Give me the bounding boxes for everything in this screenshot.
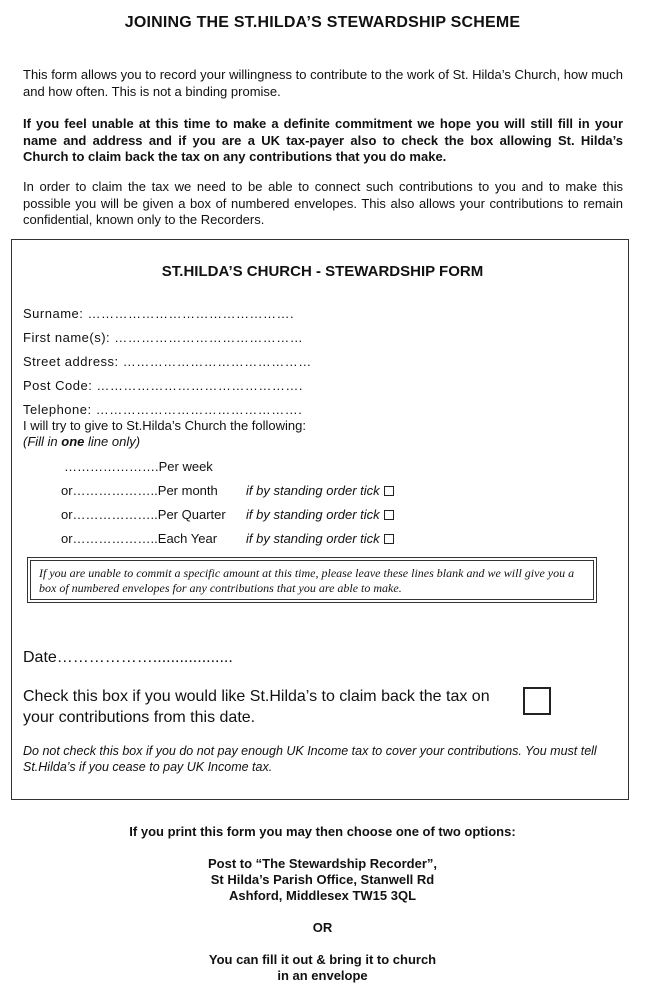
standing-order-year-checkbox[interactable]: [384, 534, 394, 544]
post-address-line1: Post to “The Stewardship Recorder”,: [208, 856, 437, 871]
standing-order-year: [246, 531, 394, 546]
tax-claim-checkbox[interactable]: [523, 687, 551, 715]
fill-emphasis: one: [61, 434, 85, 449]
commitment-paragraph: If you feel unable at this time to make a definite commitment we hope you will still fill in your name and address and if you are a UK tax-payer also to check the box allowing St. Hilda’s Church to claim back the tax on any contributions that you do make.: [23, 116, 623, 164]
fill-instruction: [23, 434, 140, 449]
fill-prefix: (Fill in: [23, 434, 62, 449]
give-intro: I will try to give to St.Hilda’s Church the following:: [23, 418, 306, 433]
standing-order-label: if by standing order tick: [246, 483, 380, 498]
intro-paragraph: This form allows you to record your willingness to contribute to the work of St. Hilda’s Church, how much and how often. This is not a binding promise.: [23, 67, 623, 99]
fill-suffix: line only): [84, 434, 141, 449]
tax-explanation-paragraph: In order to claim the tax we need to be able to connect such contributions to you and to make this possible you will be given a box of numbered envelopes. This also allows your contributions to remain confidential, known only to the Recorders.: [23, 179, 623, 227]
tax-claim-text: Check this box if you would like St.Hilda’s to claim back the tax on your contributions from this date.: [23, 688, 490, 726]
tax-warning: Do not check this box if you do not pay enough UK Income tax to cover your contributions. You must tell St.Hilda’s if you cease to pay UK Income tax.: [23, 744, 597, 774]
standing-order-quarter-checkbox[interactable]: [384, 510, 394, 520]
or-label: OR: [312, 920, 333, 935]
per-month-option[interactable]: or………………..Per month: [61, 483, 218, 498]
bring-line2: in an envelope: [277, 968, 368, 983]
options-intro: If you print this form you may then choose one of two options:: [129, 824, 516, 839]
per-week-option[interactable]: ………………….Per week: [64, 459, 213, 474]
standing-order-quarter: [246, 507, 394, 522]
standing-order-month-checkbox[interactable]: [384, 486, 394, 496]
surname-field[interactable]: Surname: ……………………………………….: [23, 306, 295, 321]
first-names-field[interactable]: First name(s): ……………………………………: [23, 330, 304, 345]
telephone-field[interactable]: Telephone: ……………………………………….: [23, 402, 303, 417]
form-title: ST.HILDA’S CHURCH - STEWARDSHIP FORM: [161, 263, 484, 280]
each-year-option[interactable]: or………………..Each Year: [61, 531, 218, 546]
standing-order-label: if by standing order tick: [246, 507, 380, 522]
post-address-line3: Ashford, Middlesex TW15 3QL: [228, 888, 417, 903]
post-address-line2: St Hilda’s Parish Office, Stanwell Rd: [210, 872, 435, 887]
bring-line1: You can fill it out & bring it to church: [208, 952, 437, 967]
per-quarter-option[interactable]: or………………..Per Quarter: [61, 507, 226, 522]
date-field[interactable]: Date………………..................: [23, 649, 233, 666]
post-code-field[interactable]: Post Code: ……………………………………….: [23, 378, 304, 393]
page-title: JOINING THE ST.HILDA’S STEWARDSHIP SCHEME: [124, 14, 521, 31]
note-text: If you are unable to commit a specific amount at this time, please leave these lines blank and we will give you a box of numbered envelopes for any contributions that you are able to make.: [39, 566, 575, 595]
standing-order-label: if by standing order tick: [246, 531, 380, 546]
street-address-field[interactable]: Street address: ……………………………………: [23, 354, 312, 369]
standing-order-month: [246, 483, 394, 498]
